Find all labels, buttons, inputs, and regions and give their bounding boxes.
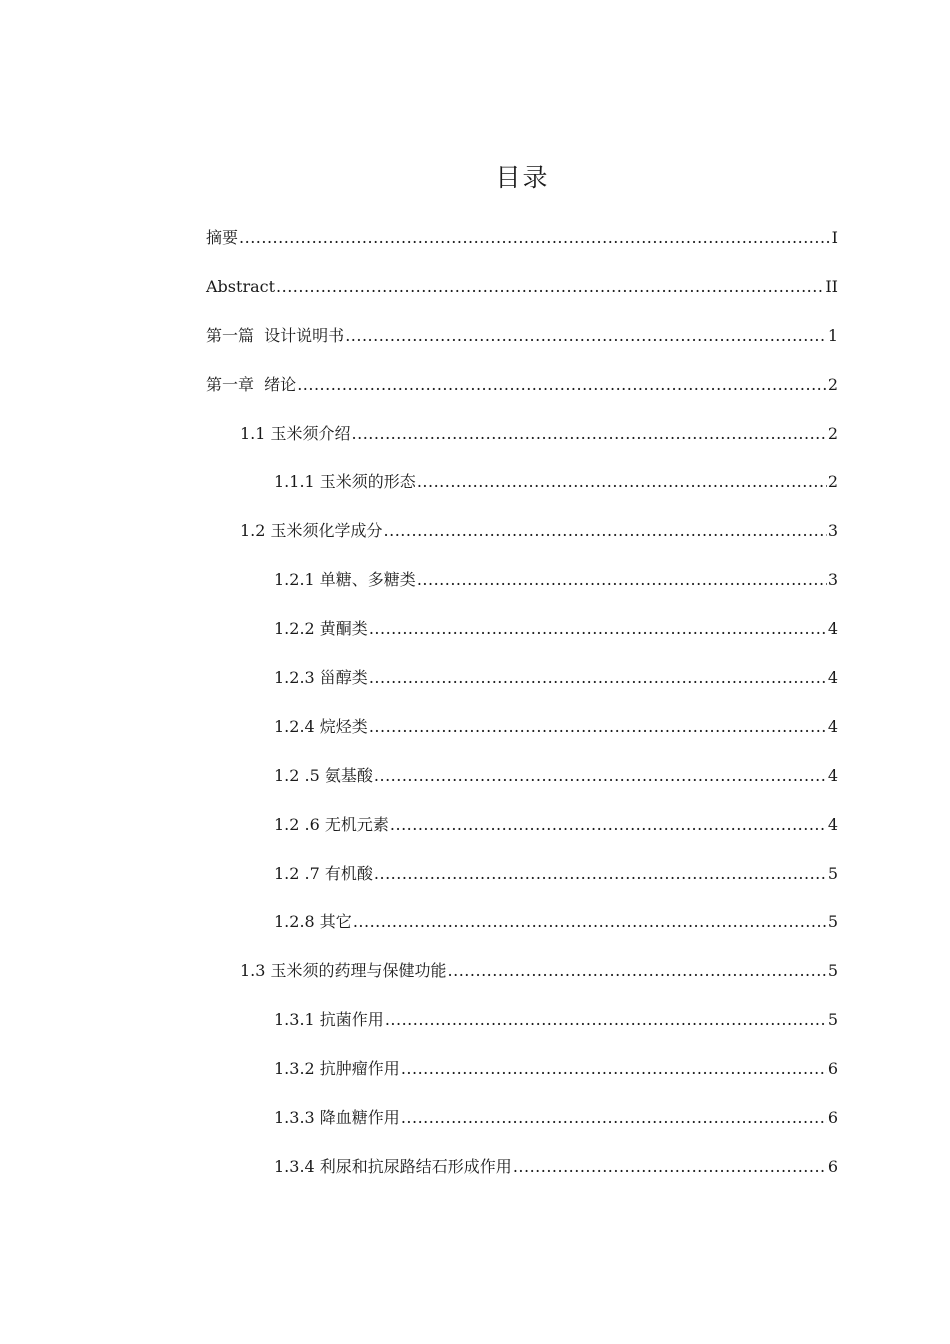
toc-entry-title: 1.2 .5 氨基酸 <box>274 765 373 785</box>
toc-entry-page-number: 6 <box>827 1156 838 1176</box>
toc-entry[interactable] <box>206 421 838 470</box>
dot-leader <box>417 469 827 495</box>
toc-entry-page-number: 4 <box>827 619 838 639</box>
toc-entry-title: 1.2 .7 有机酸 <box>274 863 373 883</box>
dot-leader <box>276 274 824 300</box>
toc-entry-page-number: 3 <box>827 570 838 590</box>
toc-entry-title: 1.2.1 单糖、多糖类 <box>274 570 416 590</box>
toc-entry-page-number: 5 <box>827 961 838 981</box>
toc-entry-title: 摘要 <box>206 228 239 247</box>
toc-entry-page-number: 2 <box>827 423 838 443</box>
toc-entry-title: 1.3.1 抗菌作用 <box>274 1010 384 1030</box>
dot-leader <box>297 372 827 398</box>
toc-entry-title: 1.2 玉米须化学成分 <box>240 521 383 541</box>
dot-leader <box>345 323 827 349</box>
dot-leader <box>369 616 827 642</box>
toc-entry[interactable] <box>206 469 838 518</box>
table-of-contents <box>206 225 838 1203</box>
toc-entry[interactable] <box>206 665 838 714</box>
toc-entry-page-number: 5 <box>827 863 838 883</box>
toc-entry-title: 1.2.2 黄酮类 <box>274 619 368 639</box>
dot-leader <box>369 714 827 740</box>
dot-leader <box>374 763 827 789</box>
toc-entry[interactable] <box>206 567 838 616</box>
toc-entry-page-number: 2 <box>827 374 838 394</box>
toc-entry[interactable] <box>206 861 838 910</box>
dot-leader <box>374 861 827 887</box>
dot-leader <box>352 421 827 447</box>
dot-leader <box>390 812 827 838</box>
toc-entry[interactable] <box>206 1154 838 1203</box>
toc-entry-page-number: 5 <box>827 1010 838 1030</box>
toc-entry[interactable] <box>206 1007 838 1056</box>
toc-entry-title: 1.2.4 烷烃类 <box>274 716 368 736</box>
toc-entry[interactable] <box>206 714 838 763</box>
toc-entry-page-number: 6 <box>827 1108 838 1128</box>
toc-entry-title: 1.2.3 甾醇类 <box>274 668 368 688</box>
toc-entry[interactable] <box>206 763 838 812</box>
toc-entry-page-number: II <box>825 276 838 296</box>
dot-leader <box>401 1105 827 1131</box>
dot-leader <box>353 909 827 935</box>
toc-entry-title: 1.1 玉米须介绍 <box>240 423 351 443</box>
toc-entry-page-number: 4 <box>827 765 838 785</box>
toc-entry-page-number: 4 <box>827 716 838 736</box>
toc-entry-page-number: 2 <box>827 472 838 492</box>
dot-leader <box>417 567 827 593</box>
toc-entry[interactable] <box>206 225 838 274</box>
toc-entry[interactable] <box>206 518 838 567</box>
toc-entry-title: 第一篇 设计说明书 <box>206 325 345 345</box>
toc-entry[interactable] <box>206 323 838 372</box>
toc-entry-page-number: 4 <box>827 668 838 688</box>
dot-leader <box>513 1154 827 1180</box>
toc-entry[interactable] <box>206 372 838 421</box>
toc-entry-page-number: 4 <box>827 814 838 834</box>
toc-entry-title: 1.1.1 玉米须的形态 <box>274 472 416 492</box>
toc-entry-title: 1.3.2 抗肿瘤作用 <box>274 1059 400 1079</box>
toc-entry[interactable] <box>206 1105 838 1154</box>
toc-entry[interactable] <box>206 958 838 1007</box>
toc-entry-title: 1.3.3 降血糖作用 <box>274 1108 400 1128</box>
toc-entry-title: 1.2 .6 无机元素 <box>274 814 389 834</box>
toc-entry[interactable] <box>206 616 838 665</box>
toc-entry-title: 1.3 玉米须的药理与保健功能 <box>240 961 447 981</box>
toc-entry[interactable] <box>206 812 838 861</box>
dot-leader <box>401 1056 827 1082</box>
dot-leader <box>369 665 827 691</box>
toc-entry-page-number: 3 <box>827 521 838 541</box>
toc-entry[interactable] <box>206 1056 838 1105</box>
toc-entry-page-number: 5 <box>827 912 838 932</box>
toc-entry-title: 第一章 绪论 <box>206 374 297 394</box>
dot-leader <box>448 958 827 984</box>
toc-entry-page-number: I <box>831 228 838 247</box>
toc-entry-page-number: 1 <box>827 325 838 345</box>
toc-entry-page-number: 6 <box>827 1059 838 1079</box>
page-title: 目录 <box>495 163 550 192</box>
toc-entry[interactable] <box>206 274 838 323</box>
toc-entry[interactable] <box>206 909 838 958</box>
toc-entry-title: 1.3.4 利尿和抗尿路结石形成作用 <box>274 1156 512 1176</box>
dot-leader <box>239 225 831 251</box>
dot-leader <box>385 1007 827 1033</box>
dot-leader <box>384 518 827 544</box>
toc-entry-title: 1.2.8 其它 <box>274 912 352 932</box>
toc-entry-title: Abstract <box>206 276 276 296</box>
